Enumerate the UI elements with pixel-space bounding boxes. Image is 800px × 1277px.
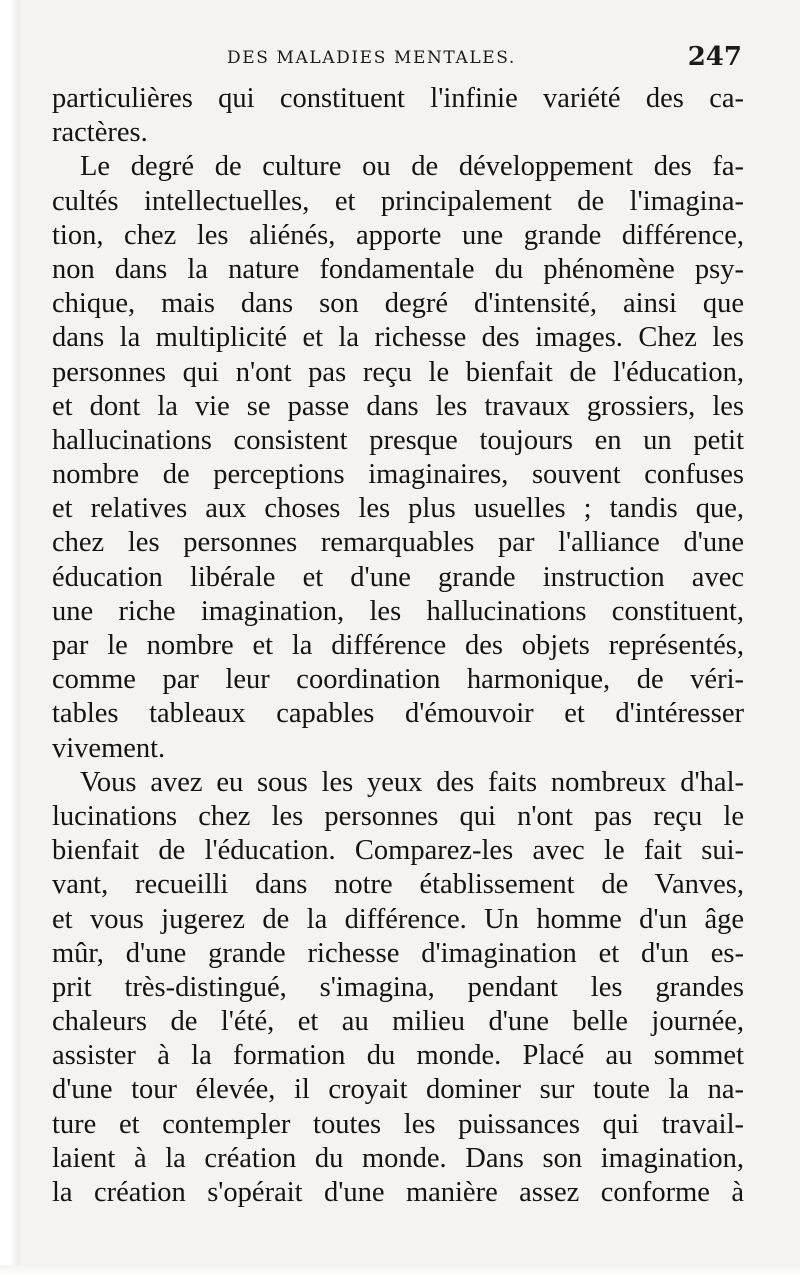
text-line: dans la multiplicité et la richesse des images. Chez les (52, 322, 744, 354)
text-line: ractères. (52, 117, 148, 149)
text-line: vivement. (52, 732, 166, 764)
text-line: hallucinations consistent presque toujours en un petit (52, 424, 744, 456)
text-line: vant, recueilli dans notre établissement de Vanves, (52, 869, 744, 901)
text-line: nombre de perceptions imaginaires, souvent confuses (52, 459, 744, 491)
text-line: ture et contempler toutes les puissances qui travail- (52, 1108, 744, 1140)
paragraph-first-line: Vous avez eu sous les yeux des faits nombreux d'hal- (80, 766, 744, 798)
text-line: chaleurs de l'été, et au milieu d'une belle journée, (52, 1006, 744, 1038)
text-line: d'une tour élevée, il croyait dominer sur toute la na- (52, 1074, 744, 1106)
text-line: prit très-distingué, s'imagina, pendant les grandes (52, 971, 744, 1003)
text-line: bienfait de l'éducation. Comparez-les avec le fait sui- (52, 835, 744, 867)
text-line: et dont la vie se passe dans les travaux grossiers, les (52, 390, 744, 422)
text-line: laient à la création du monde. Dans son imagination, (52, 1142, 744, 1174)
text-line: et relatives aux choses les plus usuelles ; tandis que, (52, 493, 744, 525)
text-line: la création s'opérait d'une manière assez conforme à (52, 1177, 744, 1208)
text-line: particulières qui constituent l'infinie variété des ca- (52, 83, 744, 114)
text-line: chez les personnes remarquables par l'alliance d'une (52, 527, 744, 559)
text-line: assister à la formation du monde. Placé au sommet (52, 1040, 744, 1072)
text-line: comme par leur coordination harmonique, de véri- (52, 664, 744, 696)
text-line: personnes qui n'ont pas reçu le bienfait de l'éducation, (52, 356, 744, 388)
text-line: non dans la nature fondamentale du phénomène psy- (52, 253, 744, 285)
text-line: une riche imagination, les hallucinations constituent, (52, 595, 744, 627)
page-number: 247 (687, 42, 742, 72)
text-line: chique, mais dans son degré d'intensité, ainsi que (52, 288, 744, 320)
body-text (52, 82, 744, 1210)
page-left-edge (0, 0, 20, 1277)
page-header (52, 42, 742, 76)
running-title: DES MALADIES MENTALES. (227, 48, 516, 68)
text-line: lucinations chez les personnes qui n'ont pas reçu le (52, 800, 744, 832)
text-line: tion, chez les aliénés, apporte une grande différence, (52, 219, 744, 251)
text-line: et vous jugerez de la différence. Un homme d'un âge (52, 903, 744, 935)
text-line: cultés intellectuelles, et principalement de l'imagina- (52, 185, 744, 217)
text-line: éducation libérale et d'une grande instruction avec (52, 561, 744, 593)
page-bottom-edge (0, 1265, 800, 1277)
text-line: mûr, d'une grande richesse d'imagination et d'un es- (52, 937, 744, 969)
paragraph-first-line: Le degré de culture ou de développement des fa- (80, 151, 744, 183)
text-line: tables tableaux capables d'émouvoir et d'intéresser (52, 698, 744, 730)
text-line: par le nombre et la différence des objets représentés, (52, 630, 744, 661)
